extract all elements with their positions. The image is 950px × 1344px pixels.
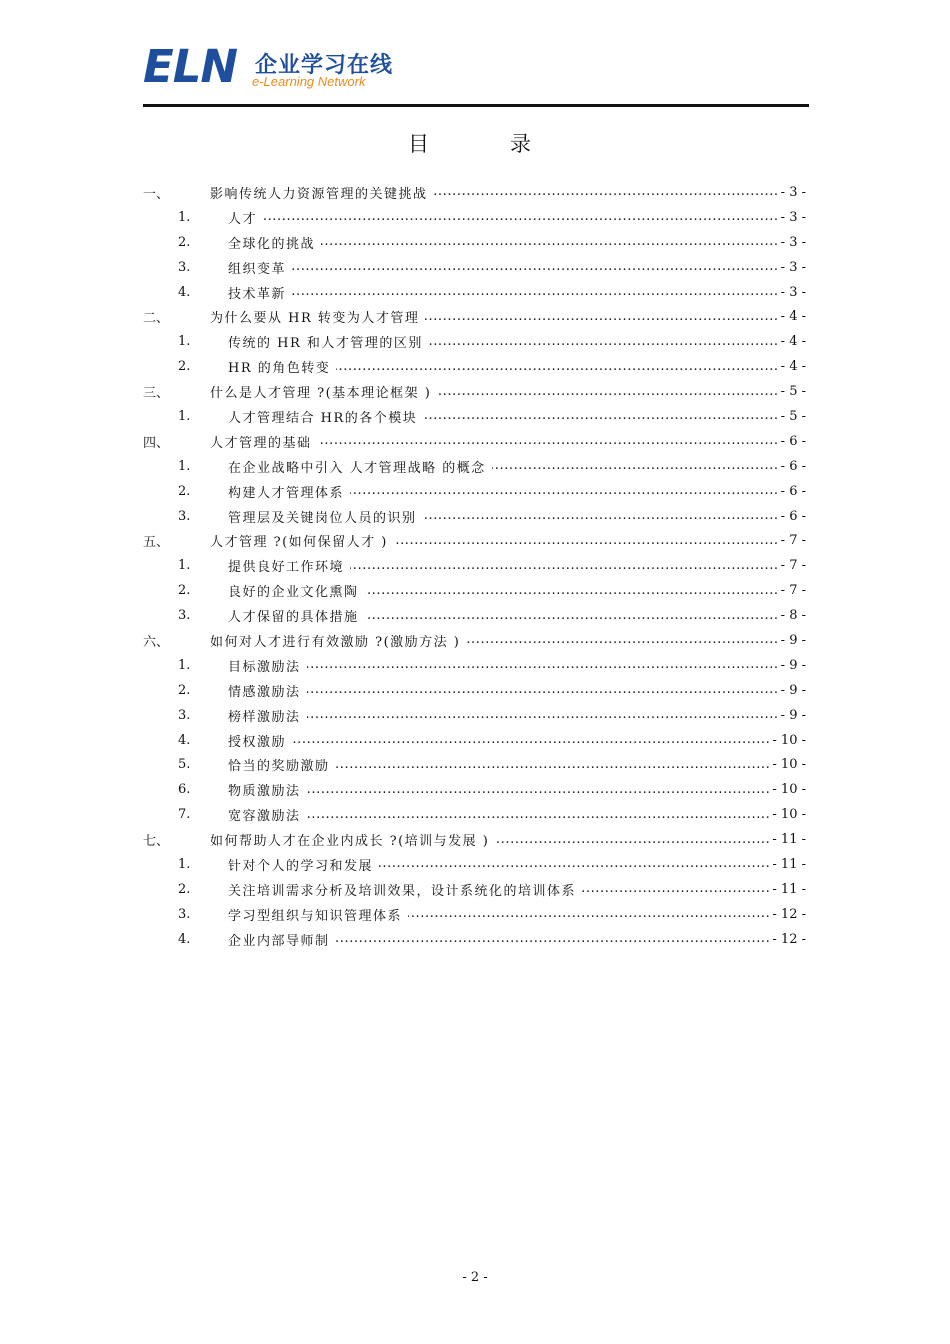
toc-entry-page: - 3 - xyxy=(780,209,806,225)
toc-entry-page: - 5 - xyxy=(780,384,806,400)
toc-section-entry[interactable] xyxy=(143,553,806,578)
dot-leader xyxy=(582,882,770,896)
toc-entry-title: 如何对人才进行有效激励 ?(激励方法 ) xyxy=(210,634,461,650)
dot-leader xyxy=(379,857,770,871)
toc-section-entry[interactable] xyxy=(143,728,806,753)
toc-entry-number: 一、 xyxy=(143,186,170,202)
dot-leader xyxy=(263,210,779,224)
toc-entry-number: 1. xyxy=(178,657,191,673)
dot-leader xyxy=(429,335,779,349)
toc-entry-page: - 9 - xyxy=(780,632,806,648)
logo-english-text: e-Learning Network xyxy=(252,74,366,89)
toc-entry-title: 授权激励 xyxy=(228,734,287,750)
toc-entry-page: - 10 - xyxy=(772,757,806,773)
toc-entry-number: 3. xyxy=(178,259,191,275)
logo-letters: ELN xyxy=(143,40,238,93)
dot-leader xyxy=(394,534,779,548)
toc-entry-title: 构建人才管理体系 xyxy=(228,485,345,501)
toc-entry-number: 1. xyxy=(178,334,191,350)
toc-entry-page: - 10 - xyxy=(772,782,806,798)
toc-entry-page: - 4 - xyxy=(780,359,806,375)
toc-entry-page: - 8 - xyxy=(780,608,806,624)
toc-entry-page: - 6 - xyxy=(780,458,806,474)
toc-section-entry[interactable] xyxy=(143,902,806,927)
dot-leader xyxy=(292,285,779,299)
toc-entry-title: 恰当的奖励激励 xyxy=(228,759,330,775)
toc-section-entry[interactable] xyxy=(143,578,806,603)
toc-section-entry[interactable] xyxy=(143,230,806,255)
toc-entry-title: 针对个人的学习和发展 xyxy=(228,858,374,874)
toc-section-entry[interactable] xyxy=(143,653,806,678)
toc-entry-number: 2. xyxy=(178,583,191,599)
toc-entry-title: 为什么要从 HR 转变为人才管理 xyxy=(210,311,420,327)
toc-entry-number: 7. xyxy=(178,807,191,823)
toc-section-entry[interactable] xyxy=(143,504,806,529)
toc-title xyxy=(0,128,950,158)
toc-chapter-entry[interactable] xyxy=(143,528,806,553)
toc-entry-number: 四、 xyxy=(143,435,170,451)
toc-entry-title: 什么是人才管理 ?(基本理论框架 ) xyxy=(210,386,432,402)
toc-entry-page: - 6 - xyxy=(780,483,806,499)
toc-entry-title: 物质激励法 xyxy=(228,784,301,800)
toc-entry-number: 3. xyxy=(178,608,191,624)
toc-entry-page: - 6 - xyxy=(780,508,806,524)
toc-entry-page: - 3 - xyxy=(780,259,806,275)
toc-section-entry[interactable] xyxy=(143,479,806,504)
toc-section-entry[interactable] xyxy=(143,205,806,230)
dot-leader xyxy=(292,260,779,274)
toc-entry-title: 良好的企业文化熏陶 xyxy=(228,585,359,601)
toc-entry-number: 4. xyxy=(178,732,191,748)
toc-section-entry[interactable] xyxy=(143,255,806,280)
dot-leader xyxy=(365,584,779,598)
toc-chapter-entry[interactable] xyxy=(143,379,806,404)
toc-entry-number: 2. xyxy=(178,682,191,698)
toc-section-entry[interactable] xyxy=(143,752,806,777)
toc-section-entry[interactable] xyxy=(143,354,806,379)
dot-leader xyxy=(434,185,779,199)
toc-entry-page: - 9 - xyxy=(780,682,806,698)
toc-entry-title: 提供良好工作环境 xyxy=(228,560,345,576)
toc-entry-page: - 11 - xyxy=(772,832,806,848)
toc-entry-title: 如何帮助人才在企业内成长 ?(培训与发展 ) xyxy=(210,834,490,850)
page-number: - 2 - xyxy=(462,1270,488,1285)
toc-entry-number: 三、 xyxy=(143,386,170,402)
toc-section-entry[interactable] xyxy=(143,777,806,802)
dot-leader xyxy=(425,310,778,324)
toc-entry-number: 2. xyxy=(178,234,191,250)
toc-entry-title: 宽容激励法 xyxy=(228,809,301,825)
dot-leader xyxy=(350,484,779,498)
dot-leader xyxy=(495,833,770,847)
logo-chinese-text: 企业学习在线 xyxy=(255,53,394,78)
toc-entry-title: 目标激励法 xyxy=(228,659,301,675)
toc-entry-title: 影响传统人力资源管理的关键挑战 xyxy=(210,186,428,202)
toc-entry-page: - 11 - xyxy=(772,856,806,872)
toc-entry-title: 人才 xyxy=(228,211,258,227)
toc-entry-number: 2. xyxy=(178,881,191,897)
dot-leader xyxy=(307,783,771,797)
dot-leader xyxy=(336,932,771,946)
toc-entry-number: 1. xyxy=(178,408,191,424)
toc-entry-title: 关注培训需求分析及培训效果，设计系统化的培训体系 xyxy=(228,883,577,899)
eln-logo xyxy=(143,40,238,93)
toc-section-entry[interactable] xyxy=(143,877,806,902)
toc-entry-page: - 7 - xyxy=(780,558,806,574)
toc-entry-number: 3. xyxy=(178,906,191,922)
dot-leader xyxy=(307,658,779,672)
page-header xyxy=(143,40,809,108)
toc-entry-number: 3. xyxy=(178,707,191,723)
toc-entry-title: 组织变革 xyxy=(228,261,287,277)
toc-entry-title: 学习型组织与知识管理体系 xyxy=(228,908,403,924)
dot-leader xyxy=(408,907,770,921)
toc-section-entry[interactable] xyxy=(143,280,806,305)
toc-section-entry[interactable] xyxy=(143,603,806,628)
dot-leader xyxy=(423,409,778,423)
toc-entry-title: 人才管理结合 HR的各个模块 xyxy=(228,410,418,426)
toc-entry-number: 1. xyxy=(178,209,191,225)
toc-entry-page: - 4 - xyxy=(780,334,806,350)
toc-entry-page: - 10 - xyxy=(772,807,806,823)
toc-entry-number: 二、 xyxy=(143,311,170,327)
dot-leader xyxy=(321,235,779,249)
dot-leader xyxy=(423,509,779,523)
toc-entry-page: - 12 - xyxy=(772,931,806,947)
toc-entry-title: 技术革新 xyxy=(228,286,287,302)
dot-leader xyxy=(492,459,779,473)
toc-chapter-entry[interactable] xyxy=(143,180,806,205)
toc-entry-page: - 4 - xyxy=(780,309,806,325)
toc-entry-number: 五、 xyxy=(143,535,170,551)
toc-chapter-entry[interactable] xyxy=(143,827,806,852)
toc-entry-title: 榜样激励法 xyxy=(228,709,301,725)
dot-leader xyxy=(350,559,779,573)
toc-entry-title: HR 的角色转变 xyxy=(228,361,331,377)
toc-title-char-1: 目 xyxy=(408,132,429,156)
toc-section-entry[interactable] xyxy=(143,927,806,952)
toc-entry-number: 2. xyxy=(178,483,191,499)
toc-entry-page: - 7 - xyxy=(780,583,806,599)
toc-section-entry[interactable] xyxy=(143,678,806,703)
toc-entry-page: - 6 - xyxy=(780,433,806,449)
toc-entry-page: - 5 - xyxy=(780,408,806,424)
toc-entry-page: - 9 - xyxy=(780,707,806,723)
dot-leader xyxy=(336,758,771,772)
dot-leader xyxy=(307,708,779,722)
dot-leader xyxy=(466,633,778,647)
toc-title-char-2: 录 xyxy=(510,132,531,156)
toc-entry-number: 6. xyxy=(178,782,191,798)
toc-entry-number: 4. xyxy=(178,284,191,300)
toc-section-entry[interactable] xyxy=(143,404,806,429)
toc-entry-number: 1. xyxy=(178,856,191,872)
dot-leader xyxy=(336,360,778,374)
dot-leader xyxy=(292,733,770,747)
toc-entry-title: 在企业战略中引入 人才管理战略 的概念 xyxy=(228,460,486,476)
toc-entry-page: - 11 - xyxy=(772,881,806,897)
table-of-contents xyxy=(143,180,806,952)
toc-entry-number: 1. xyxy=(178,558,191,574)
toc-entry-title: 企业内部导师制 xyxy=(228,933,330,949)
toc-entry-title: 人才管理的基础 xyxy=(210,435,312,451)
dot-leader xyxy=(307,683,779,697)
toc-chapter-entry[interactable] xyxy=(143,628,806,653)
toc-entry-number: 4. xyxy=(178,931,191,947)
toc-entry-number: 六、 xyxy=(143,634,170,650)
toc-chapter-entry[interactable] xyxy=(143,429,806,454)
toc-entry-title: 情感激励法 xyxy=(228,684,301,700)
dot-leader xyxy=(365,609,779,623)
toc-entry-number: 2. xyxy=(178,359,191,375)
toc-entry-page: - 3 - xyxy=(780,234,806,250)
toc-entry-title: 管理层及关键岗位人员的识别 xyxy=(228,510,417,526)
toc-entry-page: - 12 - xyxy=(772,906,806,922)
toc-entry-title: 传统的 HR 和人才管理的区别 xyxy=(228,336,423,352)
header-divider xyxy=(143,104,809,107)
toc-entry-number: 1. xyxy=(178,458,191,474)
toc-entry-title: 人才管理 ?(如何保留人才 ) xyxy=(210,535,388,551)
toc-entry-page: - 7 - xyxy=(780,533,806,549)
toc-entry-title: 人才保留的具体措施 xyxy=(228,610,359,626)
toc-entry-number: 七、 xyxy=(143,834,170,850)
toc-entry-page: - 9 - xyxy=(780,657,806,673)
toc-section-entry[interactable] xyxy=(143,802,806,827)
toc-section-entry[interactable] xyxy=(143,703,806,728)
toc-section-entry[interactable] xyxy=(143,852,806,877)
toc-entry-number: 3. xyxy=(178,508,191,524)
dot-leader xyxy=(307,808,771,822)
toc-section-entry[interactable] xyxy=(143,454,806,479)
toc-entry-title: 全球化的挑战 xyxy=(228,236,316,252)
toc-section-entry[interactable] xyxy=(143,329,806,354)
dot-leader xyxy=(318,434,779,448)
toc-entry-number: 5. xyxy=(178,757,191,773)
toc-entry-page: - 3 - xyxy=(780,284,806,300)
dot-leader xyxy=(437,385,778,399)
toc-entry-page: - 10 - xyxy=(772,732,806,748)
toc-entry-page: - 3 - xyxy=(780,184,806,200)
toc-chapter-entry[interactable] xyxy=(143,304,806,329)
